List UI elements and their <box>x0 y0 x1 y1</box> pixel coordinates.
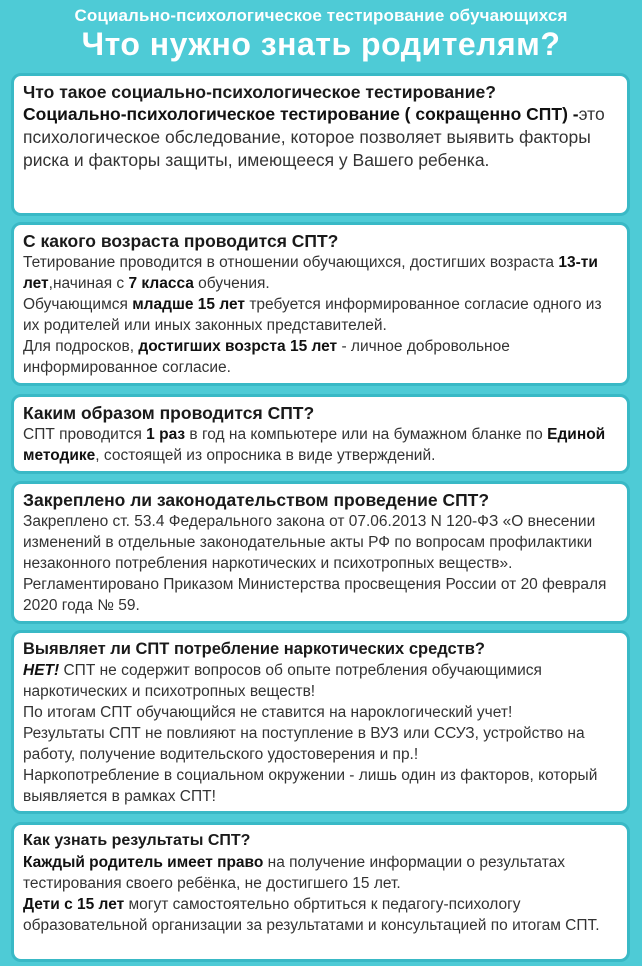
age-text-4: Обучающимся <box>23 296 133 313</box>
method-text-1: СПТ проводится <box>23 426 147 443</box>
age-text-5: требуется информированное согласие одного из их родителей или иных законных представителей. <box>23 296 602 334</box>
answer-age-p3 <box>23 336 618 378</box>
method-bold-unified: Единой методике <box>23 426 606 464</box>
answer-age-p2 <box>23 294 618 336</box>
results-bold-parent: Каждый родитель имеет право <box>23 854 264 871</box>
question-results: Как узнать результаты СПТ? <box>23 832 251 849</box>
age-text-7: - личное добровольное информированное согласие. <box>23 338 510 376</box>
age-text-3: обучения. <box>193 275 270 292</box>
card-age <box>11 222 630 386</box>
card-results <box>11 822 630 962</box>
age-bold-under15: младше 15 лет <box>132 296 246 313</box>
card-method <box>11 394 630 474</box>
results-text-2: могут самостоятельно обртиться к педагогу-психологу образовательной организации за результатами и консультацией по итогам СПТ. <box>23 896 600 934</box>
age-bold-class7: 7 класса <box>128 275 194 292</box>
age-text-6: Для подросков, <box>23 338 139 355</box>
question-law: Закреплено ли законодательством проведение СПТ? <box>23 490 490 510</box>
card-what-is-spt <box>11 73 630 216</box>
results-text-1: на получение информации о результатах тестирования своего ребёнка, не достигшего 15 лет. <box>23 854 566 892</box>
age-bold-13: 13-ти лет <box>23 254 598 292</box>
answer-law: Закреплено ст. 53.4 Федерального закона от 07.06.2013 N 120-ФЗ «О внесении изменений в отдельные законодательные акты РФ по вопросам профилактики незаконного потребления наркотических и психотропных веществ». Регламентировано Приказом Министерства просвещения России от 20 февраля 2020 года № 59. <box>23 513 607 614</box>
card-drugs <box>11 630 630 814</box>
age-bold-15: достигших возрста 15 лет <box>138 338 338 355</box>
age-text-2: ,начиная с <box>48 275 129 292</box>
answer-drugs-p2: По итогам СПТ обучающийся не ставится на нароклогический учет! <box>23 704 513 721</box>
spt-definition-text: это психологическое обследование, которое позволяет выявить факторы риска и факторы защиты, имеющееся у Вашего ребенка. <box>23 104 605 170</box>
age-text-1: Тетирование проводится в отношении обучающихся, достигших возраста <box>23 254 559 271</box>
answer-results-p2 <box>23 894 618 936</box>
drugs-text-1: СПТ не содержит вопросов об опыте потребления обучающимися наркотических и психотропных веществ! <box>23 662 542 700</box>
question-drugs: Выявляет ли СПТ потребление наркотических средств? <box>23 640 485 658</box>
question-what-is-spt: Что такое социально-психологическое тестирование? <box>23 82 496 102</box>
answer-drugs-p1 <box>23 660 618 702</box>
question-age: С какого возраста проводится СПТ? <box>23 231 339 251</box>
header-title: Что нужно знать родителям? <box>81 26 561 62</box>
method-bold-once: 1 раз <box>146 426 186 443</box>
answer-age-p1 <box>23 252 618 294</box>
answer-drugs-p3: Результаты СПТ не повлияют на поступление в ВУЗ или ССУЗ, устройство на работу, получение водительского удостоверения и пр.! <box>23 725 585 763</box>
method-text-2: в год на компьютере или на бумажном бланке по <box>185 426 548 443</box>
answer-drugs-p4: Наркопотребление в социальном окружении - лишь один из факторов, который выявляется в рамках СПТ! <box>23 767 598 805</box>
question-method: Каким образом проводится СПТ? <box>23 403 315 423</box>
header <box>0 0 642 66</box>
answer-method <box>23 424 618 466</box>
method-text-3: , состоящей из опросника в виде утверждений. <box>95 447 436 464</box>
spt-definition-lead: Социально-психологическое тестирование ( сокращенно СПТ) - <box>23 104 579 124</box>
answer-what-is-spt <box>23 103 618 172</box>
card-law <box>11 481 630 624</box>
results-bold-children: Дети с 15 лет <box>23 896 125 913</box>
header-subtitle: Социально-психологическое тестирование обучающихся <box>74 6 568 25</box>
answer-results-p1 <box>23 852 618 894</box>
no-label: НЕТ! <box>23 662 60 679</box>
